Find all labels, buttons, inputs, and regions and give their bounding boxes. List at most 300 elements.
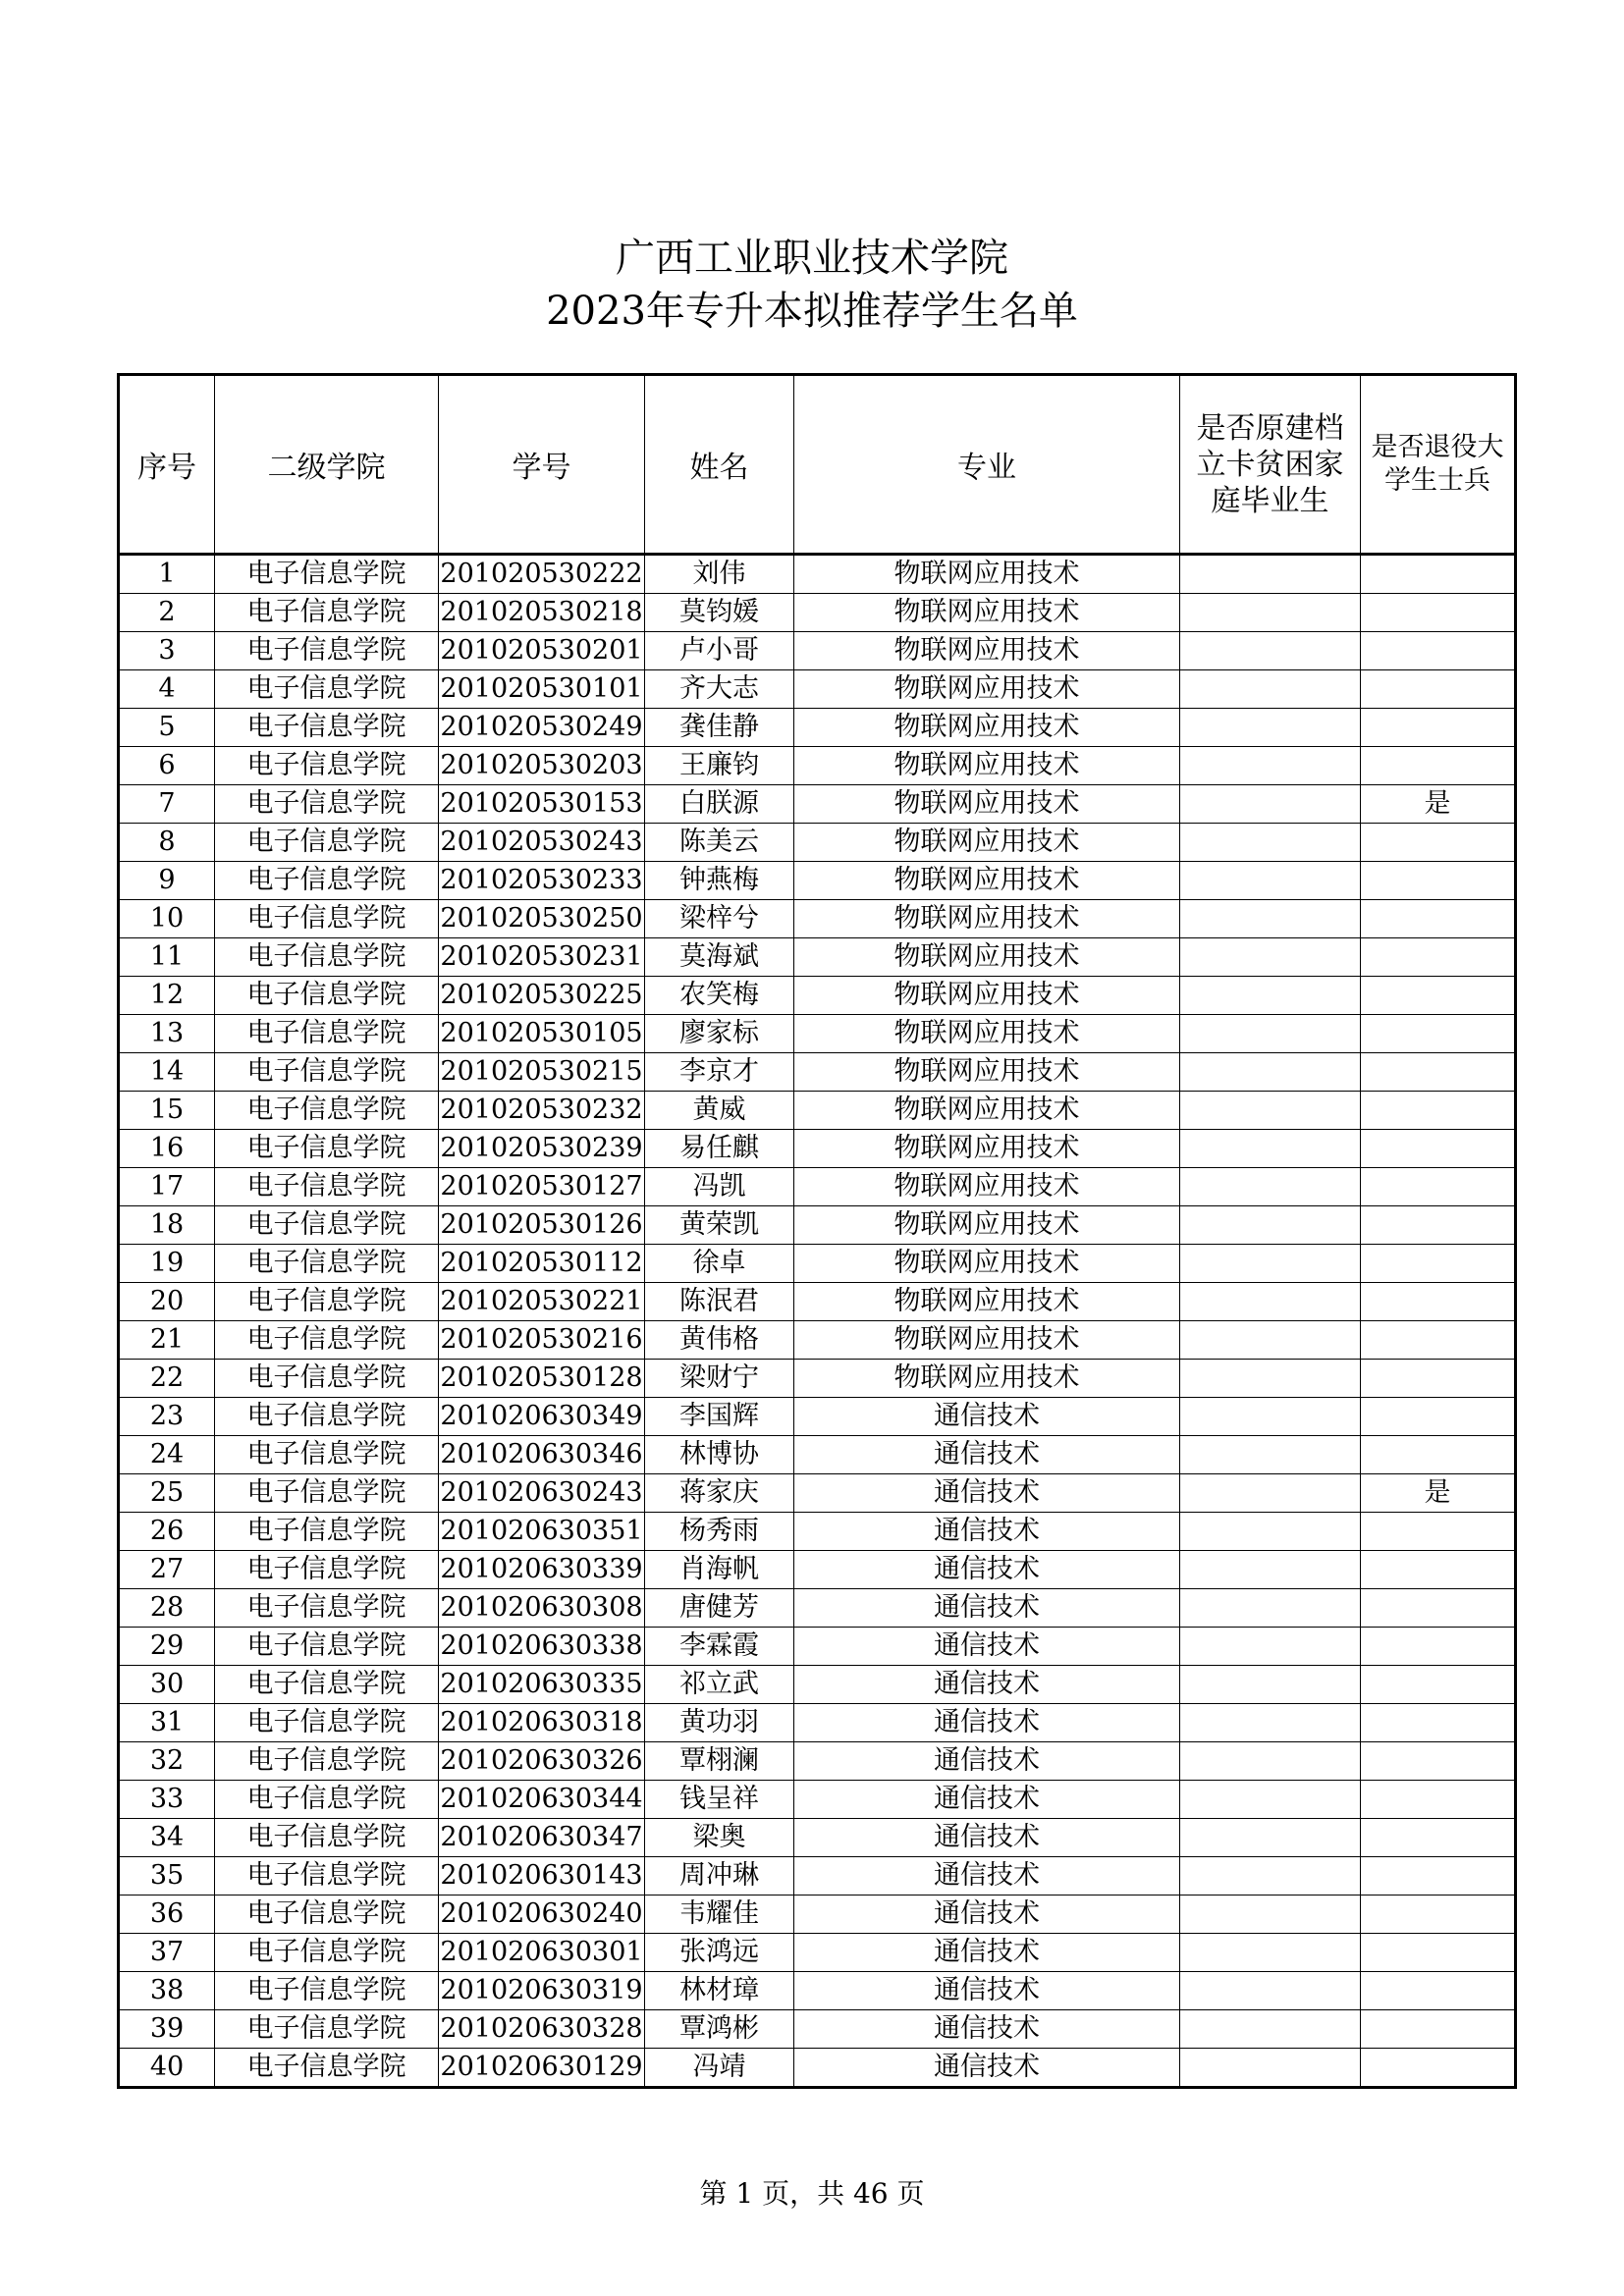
cell-seq: 20 [119, 1283, 215, 1321]
cell-student-id: 201020530101 [439, 670, 645, 709]
table-row [119, 900, 1516, 938]
table-row [119, 1857, 1516, 1896]
cell-veteran [1361, 1628, 1516, 1666]
cell-college: 电子信息学院 [215, 785, 439, 824]
cell-major: 物联网应用技术 [794, 1168, 1180, 1206]
table-row [119, 1551, 1516, 1589]
cell-seq: 15 [119, 1092, 215, 1130]
cell-college: 电子信息学院 [215, 1666, 439, 1704]
cell-poverty [1180, 1896, 1361, 1934]
cell-seq: 8 [119, 824, 215, 862]
cell-name: 黄伟格 [645, 1321, 794, 1360]
table-row [119, 709, 1516, 747]
cell-student-id: 201020530216 [439, 1321, 645, 1360]
cell-veteran [1361, 1283, 1516, 1321]
cell-name: 梁奥 [645, 1819, 794, 1857]
cell-poverty [1180, 1245, 1361, 1283]
cell-poverty [1180, 1168, 1361, 1206]
cell-student-id: 201020630129 [439, 2049, 645, 2088]
header-veteran: 是否退役大学生士兵 [1361, 375, 1516, 555]
cell-name: 廖家标 [645, 1015, 794, 1053]
cell-student-id: 201020530215 [439, 1053, 645, 1092]
cell-seq: 21 [119, 1321, 215, 1360]
table-row [119, 1206, 1516, 1245]
cell-veteran [1361, 938, 1516, 977]
cell-major: 物联网应用技术 [794, 555, 1180, 594]
cell-name: 陈美云 [645, 824, 794, 862]
cell-name: 钟燕梅 [645, 862, 794, 900]
cell-student-id: 201020530201 [439, 632, 645, 670]
cell-seq: 4 [119, 670, 215, 709]
cell-college: 电子信息学院 [215, 1206, 439, 1245]
cell-major: 物联网应用技术 [794, 977, 1180, 1015]
cell-veteran [1361, 1206, 1516, 1245]
header-seq: 序号 [119, 375, 215, 555]
cell-major: 物联网应用技术 [794, 824, 1180, 862]
cell-name: 林博协 [645, 1436, 794, 1474]
table-row [119, 1398, 1516, 1436]
cell-student-id: 201020630346 [439, 1436, 645, 1474]
cell-poverty [1180, 1398, 1361, 1436]
table-row [119, 1628, 1516, 1666]
cell-poverty [1180, 1551, 1361, 1589]
table-row [119, 1321, 1516, 1360]
cell-name: 周冲琳 [645, 1857, 794, 1896]
table-row [119, 824, 1516, 862]
table-row [119, 1474, 1516, 1513]
cell-major: 通信技术 [794, 2010, 1180, 2049]
cell-poverty [1180, 670, 1361, 709]
cell-poverty [1180, 1781, 1361, 1819]
cell-name: 陈泯君 [645, 1283, 794, 1321]
cell-student-id: 201020530222 [439, 555, 645, 594]
cell-poverty [1180, 1053, 1361, 1092]
cell-veteran [1361, 1589, 1516, 1628]
cell-student-id: 201020530105 [439, 1015, 645, 1053]
cell-major: 通信技术 [794, 1781, 1180, 1819]
cell-poverty [1180, 977, 1361, 1015]
cell-student-id: 201020630143 [439, 1857, 645, 1896]
cell-college: 电子信息学院 [215, 1742, 439, 1781]
cell-veteran: 是 [1361, 1474, 1516, 1513]
cell-veteran [1361, 1513, 1516, 1551]
cell-student-id: 201020630301 [439, 1934, 645, 1972]
page-subtitle: 2023年专升本拟推荐学生名单 [546, 289, 1078, 334]
table-row [119, 977, 1516, 1015]
cell-veteran [1361, 555, 1516, 594]
cell-veteran [1361, 1015, 1516, 1053]
cell-college: 电子信息学院 [215, 632, 439, 670]
cell-major: 物联网应用技术 [794, 632, 1180, 670]
cell-veteran [1361, 2010, 1516, 2049]
cell-veteran [1361, 709, 1516, 747]
cell-seq: 2 [119, 594, 215, 632]
cell-seq: 17 [119, 1168, 215, 1206]
cell-poverty [1180, 1321, 1361, 1360]
cell-college: 电子信息学院 [215, 1398, 439, 1436]
cell-name: 蒋家庆 [645, 1474, 794, 1513]
header-major: 专业 [794, 375, 1180, 555]
cell-name: 钱呈祥 [645, 1781, 794, 1819]
cell-major: 通信技术 [794, 2049, 1180, 2088]
cell-name: 张鸿远 [645, 1934, 794, 1972]
page-title: 广西工业职业技术学院 [616, 236, 1008, 281]
cell-major: 通信技术 [794, 1857, 1180, 1896]
cell-college: 电子信息学院 [215, 594, 439, 632]
cell-student-id: 201020530233 [439, 862, 645, 900]
cell-poverty [1180, 1474, 1361, 1513]
cell-college: 电子信息学院 [215, 824, 439, 862]
table-row [119, 785, 1516, 824]
cell-veteran [1361, 1551, 1516, 1589]
cell-student-id: 201020630339 [439, 1551, 645, 1589]
cell-poverty [1180, 824, 1361, 862]
cell-major: 通信技术 [794, 1742, 1180, 1781]
cell-college: 电子信息学院 [215, 1857, 439, 1896]
cell-name: 覃鸿彬 [645, 2010, 794, 2049]
cell-veteran [1361, 1972, 1516, 2010]
cell-name: 唐健芳 [645, 1589, 794, 1628]
cell-name: 刘伟 [645, 555, 794, 594]
cell-poverty [1180, 2049, 1361, 2088]
table-row [119, 1015, 1516, 1053]
cell-student-id: 201020530225 [439, 977, 645, 1015]
cell-student-id: 201020530221 [439, 1283, 645, 1321]
cell-seq: 38 [119, 1972, 215, 2010]
cell-student-id: 201020630319 [439, 1972, 645, 2010]
cell-name: 林材璋 [645, 1972, 794, 2010]
table-row [119, 670, 1516, 709]
cell-name: 杨秀雨 [645, 1513, 794, 1551]
cell-major: 物联网应用技术 [794, 1206, 1180, 1245]
cell-student-id: 201020530250 [439, 900, 645, 938]
cell-major: 通信技术 [794, 1896, 1180, 1934]
cell-name: 韦耀佳 [645, 1896, 794, 1934]
cell-poverty [1180, 1513, 1361, 1551]
cell-name: 徐卓 [645, 1245, 794, 1283]
cell-poverty [1180, 1742, 1361, 1781]
cell-poverty [1180, 900, 1361, 938]
cell-seq: 24 [119, 1436, 215, 1474]
cell-veteran [1361, 1934, 1516, 1972]
cell-poverty [1180, 1092, 1361, 1130]
table-row [119, 1819, 1516, 1857]
cell-major: 物联网应用技术 [794, 1053, 1180, 1092]
cell-veteran [1361, 1398, 1516, 1436]
table-row [119, 1934, 1516, 1972]
cell-veteran [1361, 1168, 1516, 1206]
cell-major: 物联网应用技术 [794, 1130, 1180, 1168]
cell-veteran [1361, 1245, 1516, 1283]
cell-student-id: 201020530153 [439, 785, 645, 824]
header-college: 二级学院 [215, 375, 439, 555]
cell-poverty [1180, 1015, 1361, 1053]
cell-college: 电子信息学院 [215, 555, 439, 594]
cell-college: 电子信息学院 [215, 1092, 439, 1130]
cell-college: 电子信息学院 [215, 1130, 439, 1168]
cell-college: 电子信息学院 [215, 1360, 439, 1398]
cell-seq: 35 [119, 1857, 215, 1896]
table-row [119, 632, 1516, 670]
cell-veteran [1361, 747, 1516, 785]
cell-student-id: 201020630349 [439, 1398, 645, 1436]
cell-name: 黄功羽 [645, 1704, 794, 1742]
cell-seq: 39 [119, 2010, 215, 2049]
cell-poverty [1180, 1857, 1361, 1896]
cell-seq: 11 [119, 938, 215, 977]
cell-seq: 34 [119, 1819, 215, 1857]
cell-veteran [1361, 1436, 1516, 1474]
cell-college: 电子信息学院 [215, 862, 439, 900]
cell-major: 物联网应用技术 [794, 1092, 1180, 1130]
cell-poverty [1180, 938, 1361, 977]
cell-seq: 18 [119, 1206, 215, 1245]
cell-major: 通信技术 [794, 1513, 1180, 1551]
cell-poverty [1180, 1589, 1361, 1628]
cell-poverty [1180, 1666, 1361, 1704]
cell-seq: 27 [119, 1551, 215, 1589]
table-row [119, 1972, 1516, 2010]
cell-major: 物联网应用技术 [794, 1321, 1180, 1360]
cell-veteran [1361, 862, 1516, 900]
cell-veteran [1361, 594, 1516, 632]
cell-name: 白朕源 [645, 785, 794, 824]
cell-student-id: 201020530249 [439, 709, 645, 747]
cell-poverty [1180, 785, 1361, 824]
cell-seq: 3 [119, 632, 215, 670]
cell-poverty [1180, 555, 1361, 594]
table-header-row [119, 375, 1516, 555]
cell-seq: 13 [119, 1015, 215, 1053]
cell-college: 电子信息学院 [215, 1972, 439, 2010]
cell-veteran [1361, 632, 1516, 670]
cell-veteran [1361, 1360, 1516, 1398]
cell-seq: 19 [119, 1245, 215, 1283]
table-row [119, 1436, 1516, 1474]
cell-seq: 16 [119, 1130, 215, 1168]
cell-poverty [1180, 1934, 1361, 1972]
cell-seq: 26 [119, 1513, 215, 1551]
cell-seq: 37 [119, 1934, 215, 1972]
cell-veteran [1361, 1092, 1516, 1130]
cell-college: 电子信息学院 [215, 1474, 439, 1513]
cell-veteran [1361, 1857, 1516, 1896]
cell-major: 物联网应用技术 [794, 670, 1180, 709]
table-row [119, 1053, 1516, 1092]
cell-major: 通信技术 [794, 1398, 1180, 1436]
cell-major: 物联网应用技术 [794, 862, 1180, 900]
cell-seq: 36 [119, 1896, 215, 1934]
cell-name: 莫钧媛 [645, 594, 794, 632]
cell-major: 通信技术 [794, 1436, 1180, 1474]
table-row [119, 1704, 1516, 1742]
cell-veteran [1361, 900, 1516, 938]
table-row [119, 594, 1516, 632]
cell-major: 物联网应用技术 [794, 1283, 1180, 1321]
cell-student-id: 201020530231 [439, 938, 645, 977]
cell-veteran [1361, 1819, 1516, 1857]
cell-name: 王廉钧 [645, 747, 794, 785]
cell-poverty [1180, 1206, 1361, 1245]
cell-poverty [1180, 1130, 1361, 1168]
cell-college: 电子信息学院 [215, 1513, 439, 1551]
table-row [119, 747, 1516, 785]
header-student-id: 学号 [439, 375, 645, 555]
cell-seq: 12 [119, 977, 215, 1015]
cell-major: 物联网应用技术 [794, 1015, 1180, 1053]
cell-student-id: 201020630318 [439, 1704, 645, 1742]
cell-name: 肖海帆 [645, 1551, 794, 1589]
cell-major: 通信技术 [794, 1589, 1180, 1628]
cell-veteran [1361, 1666, 1516, 1704]
cell-seq: 14 [119, 1053, 215, 1092]
cell-student-id: 201020530232 [439, 1092, 645, 1130]
cell-seq: 23 [119, 1398, 215, 1436]
table-row [119, 1283, 1516, 1321]
cell-major: 通信技术 [794, 1819, 1180, 1857]
cell-poverty [1180, 594, 1361, 632]
cell-seq: 7 [119, 785, 215, 824]
cell-student-id: 201020630347 [439, 1819, 645, 1857]
table-row [119, 862, 1516, 900]
cell-student-id: 201020630338 [439, 1628, 645, 1666]
cell-veteran [1361, 2049, 1516, 2088]
cell-veteran [1361, 1781, 1516, 1819]
cell-poverty [1180, 1360, 1361, 1398]
cell-college: 电子信息学院 [215, 938, 439, 977]
cell-veteran [1361, 977, 1516, 1015]
table-row [119, 1245, 1516, 1283]
cell-major: 物联网应用技术 [794, 747, 1180, 785]
cell-name: 黄威 [645, 1092, 794, 1130]
table-row [119, 2010, 1516, 2049]
cell-college: 电子信息学院 [215, 1819, 439, 1857]
cell-poverty [1180, 632, 1361, 670]
cell-student-id: 201020530218 [439, 594, 645, 632]
table-row [119, 1666, 1516, 1704]
cell-student-id: 201020530239 [439, 1130, 645, 1168]
cell-seq: 9 [119, 862, 215, 900]
cell-name: 李京才 [645, 1053, 794, 1092]
cell-seq: 29 [119, 1628, 215, 1666]
cell-student-id: 201020530128 [439, 1360, 645, 1398]
cell-major: 通信技术 [794, 1704, 1180, 1742]
cell-poverty [1180, 2010, 1361, 2049]
table-row [119, 1513, 1516, 1551]
cell-name: 李国辉 [645, 1398, 794, 1436]
cell-college: 电子信息学院 [215, 670, 439, 709]
cell-major: 物联网应用技术 [794, 938, 1180, 977]
cell-veteran: 是 [1361, 785, 1516, 824]
cell-poverty [1180, 1972, 1361, 2010]
header-poverty: 是否原建档立卡贫困家庭毕业生 [1180, 375, 1361, 555]
header-name: 姓名 [645, 375, 794, 555]
cell-seq: 28 [119, 1589, 215, 1628]
cell-student-id: 201020530126 [439, 1206, 645, 1245]
cell-seq: 40 [119, 2049, 215, 2088]
cell-name: 祁立武 [645, 1666, 794, 1704]
cell-college: 电子信息学院 [215, 1781, 439, 1819]
cell-name: 易任麒 [645, 1130, 794, 1168]
cell-student-id: 201020530112 [439, 1245, 645, 1283]
cell-college: 电子信息学院 [215, 1551, 439, 1589]
cell-major: 物联网应用技术 [794, 900, 1180, 938]
cell-student-id: 201020530243 [439, 824, 645, 862]
table-row [119, 555, 1516, 594]
cell-name: 龚佳静 [645, 709, 794, 747]
cell-college: 电子信息学院 [215, 900, 439, 938]
cell-seq: 31 [119, 1704, 215, 1742]
cell-veteran [1361, 1704, 1516, 1742]
table-row [119, 938, 1516, 977]
cell-name: 李霖霞 [645, 1628, 794, 1666]
cell-major: 通信技术 [794, 1972, 1180, 2010]
cell-seq: 32 [119, 1742, 215, 1781]
cell-major: 通信技术 [794, 1551, 1180, 1589]
table-row [119, 1781, 1516, 1819]
cell-seq: 1 [119, 555, 215, 594]
cell-name: 黄荣凯 [645, 1206, 794, 1245]
cell-name: 覃栩澜 [645, 1742, 794, 1781]
cell-college: 电子信息学院 [215, 1245, 439, 1283]
cell-student-id: 201020630243 [439, 1474, 645, 1513]
cell-seq: 10 [119, 900, 215, 938]
cell-veteran [1361, 1896, 1516, 1934]
table-row [119, 1589, 1516, 1628]
cell-student-id: 201020630335 [439, 1666, 645, 1704]
cell-college: 电子信息学院 [215, 2049, 439, 2088]
cell-college: 电子信息学院 [215, 1015, 439, 1053]
cell-major: 通信技术 [794, 1666, 1180, 1704]
cell-college: 电子信息学院 [215, 2010, 439, 2049]
cell-major: 物联网应用技术 [794, 785, 1180, 824]
cell-student-id: 201020530127 [439, 1168, 645, 1206]
cell-college: 电子信息学院 [215, 1283, 439, 1321]
cell-college: 电子信息学院 [215, 1589, 439, 1628]
cell-name: 农笑梅 [645, 977, 794, 1015]
cell-veteran [1361, 1321, 1516, 1360]
cell-poverty [1180, 1283, 1361, 1321]
cell-name: 卢小哥 [645, 632, 794, 670]
cell-student-id: 201020630328 [439, 2010, 645, 2049]
cell-seq: 25 [119, 1474, 215, 1513]
cell-seq: 30 [119, 1666, 215, 1704]
cell-college: 电子信息学院 [215, 977, 439, 1015]
cell-college: 电子信息学院 [215, 1321, 439, 1360]
cell-major: 物联网应用技术 [794, 1245, 1180, 1283]
cell-poverty [1180, 862, 1361, 900]
cell-student-id: 201020630326 [439, 1742, 645, 1781]
cell-poverty [1180, 747, 1361, 785]
cell-college: 电子信息学院 [215, 709, 439, 747]
page-footer: 第 1 页，共 46 页 [699, 2177, 925, 2210]
cell-name: 莫海斌 [645, 938, 794, 977]
cell-name: 梁梓兮 [645, 900, 794, 938]
cell-poverty [1180, 709, 1361, 747]
cell-name: 冯凯 [645, 1168, 794, 1206]
cell-major: 物联网应用技术 [794, 1360, 1180, 1398]
table-row [119, 1742, 1516, 1781]
cell-college: 电子信息学院 [215, 1704, 439, 1742]
cell-seq: 22 [119, 1360, 215, 1398]
cell-student-id: 201020630240 [439, 1896, 645, 1934]
cell-major: 通信技术 [794, 1628, 1180, 1666]
cell-college: 电子信息学院 [215, 747, 439, 785]
cell-veteran [1361, 1742, 1516, 1781]
cell-seq: 6 [119, 747, 215, 785]
cell-major: 物联网应用技术 [794, 709, 1180, 747]
cell-veteran [1361, 1130, 1516, 1168]
